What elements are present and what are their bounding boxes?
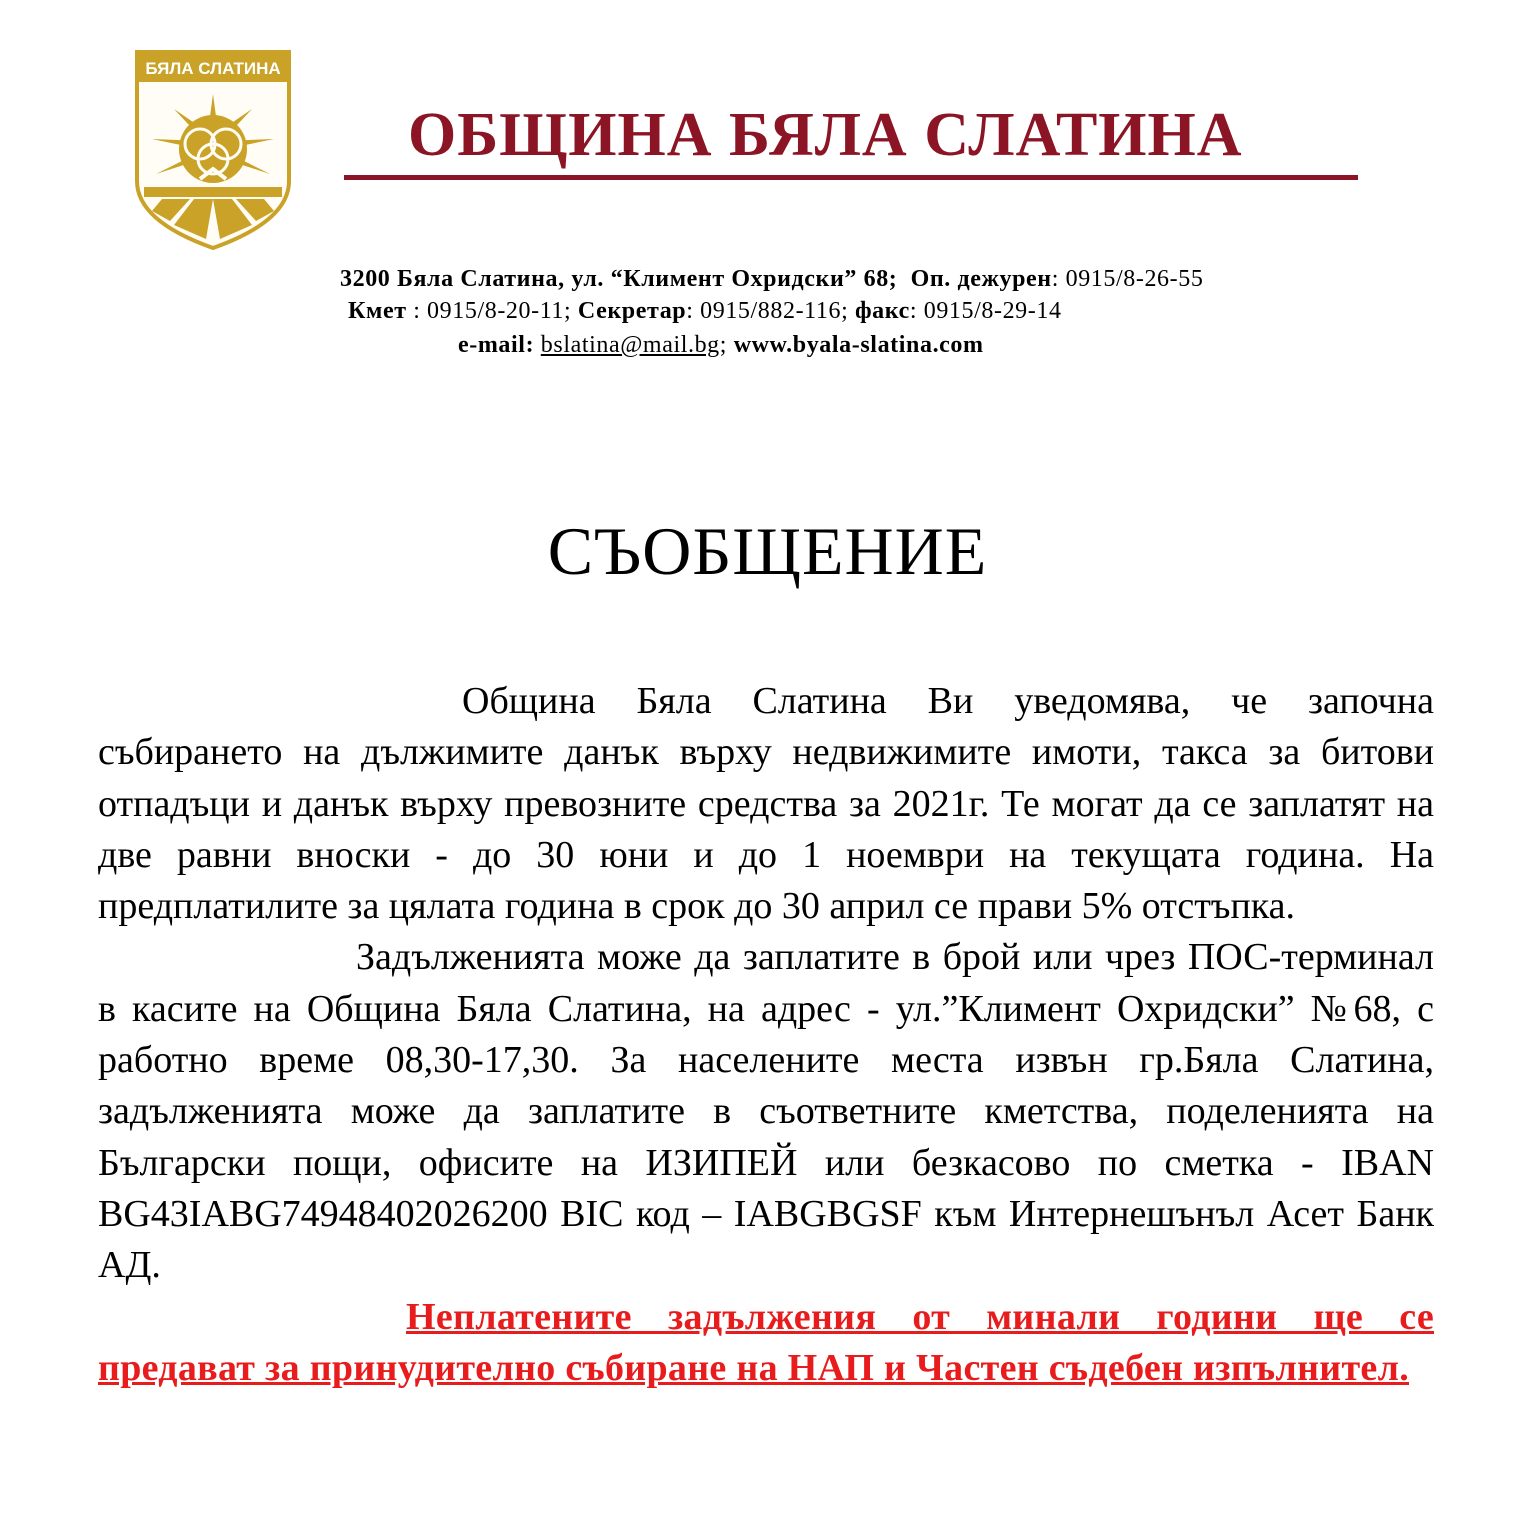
secretary-phone: : 0915/882-116; xyxy=(686,298,855,324)
notice-paragraph-2: Задълженията може да заплатите в брой или чрез ПОС-терминал в касите на Община Бяла Слатина, на адрес - ул.”Климент Охридски” №68, с работно време 08,30-17,30. За населените места извън гр.Бяла Слатина, задълженията може да заплатите в съответните кметства, поделенията на Български пощи, офисите на ИЗИПЕЙ или безкасово по сметка - IBAN BG43IABG74948402026200 BIC код – IABGBGSF към Интернешънъл Асет Банк АД. xyxy=(98,936,1434,1287)
address: 3200 Бяла Слатина, ул. “Климент Охридски” 68; xyxy=(340,266,898,292)
notice-body xyxy=(98,676,1434,1394)
contact-line-phones xyxy=(348,298,1062,325)
contact-line-web xyxy=(458,332,984,359)
notice-paragraph-1: Община Бяла Слатина Ви уведомява, че започна събирането на дължимите данък върху недвижимите имоти, такса за битови отпадъци и данък върху превозните средства за 2021г. Те могат да се заплатят на две равни вноски - до 30 юни и до 1 ноември на текущата година. На предплатилите за цялата година в срок до 30 април се прави 5% отстъпка. xyxy=(98,680,1434,928)
email-label: e-mail: xyxy=(458,332,535,358)
title-divider xyxy=(344,175,1358,180)
organization-title: ОБЩИНА БЯЛА СЛАТИНА xyxy=(408,101,1243,169)
logo-text: БЯЛА СЛАТИНА xyxy=(145,59,281,78)
email-link[interactable]: bslatina@mail.bg xyxy=(540,332,720,358)
contact-line-address xyxy=(340,266,1203,293)
mayor-phone: : 0915/8-20-11; xyxy=(406,298,578,324)
fax-phone: : 0915/8-29-14 xyxy=(909,298,1062,324)
notice-title: СЪОБЩЕНИЕ xyxy=(547,513,988,589)
municipality-coat-of-arms-logo xyxy=(134,49,292,251)
fax-label: факс xyxy=(854,298,910,324)
secretary-label: Секретар xyxy=(577,298,687,324)
duty-phone: : 0915/8-26-55 xyxy=(1051,266,1204,292)
duty-label: Оп. дежурен xyxy=(910,266,1052,292)
website-link[interactable]: www.byala-slatina.com xyxy=(733,332,984,358)
notice-warning: Неплатените задължения от минали години ще се предават за принудително събиране на НАП и Частен съдебен изпълнител. xyxy=(98,1295,1434,1389)
separator: ; xyxy=(719,332,728,358)
mayor-label: Кмет xyxy=(348,298,407,324)
